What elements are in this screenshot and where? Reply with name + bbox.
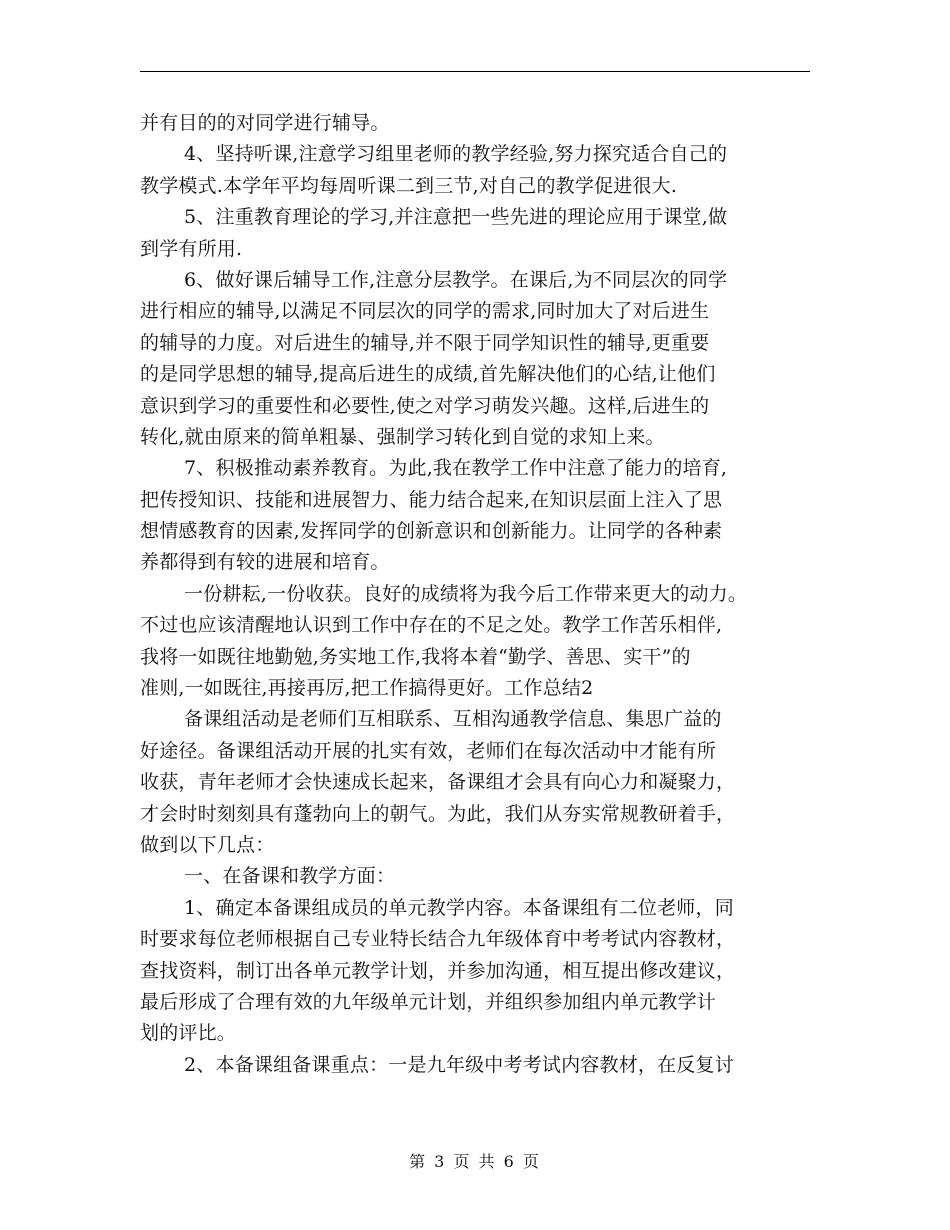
text-line: 的是同学思想的辅导,提高后进生的成绩,首先解决他们的心结,让他们 [140,363,716,386]
text-line: 6、做好课后辅导工作,注意分层教学。在课后,为不同层次的同学 [184,268,728,291]
text-line: 5、注重教育理论的学习,并注意把一些先进的理论应用于课堂,做 [184,206,728,229]
text-line: 不过也应该清醒地认识到工作中存在的不足之处。教学工作苦乐相伴, [140,614,723,637]
text-line: 好途径。备课组活动开展的扎实有效，老师们在每次活动中才能有所 [140,739,717,762]
text-line: 做到以下几点： [140,833,275,856]
text-line: 一份耕耘,一份收获。良好的成绩将为我今后工作带来更大的动力。 [184,582,748,605]
text-line: 养都得到有较的进展和培育。 [140,551,390,574]
text-line: 最后形成了合理有效的九年级单元计划，并组织参加组内单元教学计 [140,990,717,1013]
text-line: 转化,就由原来的简单粗暴、强制学习转化到自觉的求知上来。 [140,425,665,448]
text-line: 准则,一如既往,再接再厉,把工作搞得更好。工作总结2 [140,677,594,700]
text-line: 想情感教育的因素,发挥同学的创新意识和创新能力。让同学的各种素 [140,520,723,543]
text-line: 把传授知识、技能和进展智力、能力结合起来,在知识层面上注入了思 [140,488,723,511]
text-line: 1、确定本备课组成员的单元教学内容。本备课组有二位老师，同 [184,896,734,919]
text-line: 2、本备课组备课重点：一是九年级中考考试内容教材，在反复讨 [184,1053,734,1076]
text-line: 我将一如既往地勤勉,务实地工作,我将本着“勤学、善思、实干”的 [140,645,691,668]
text-line: 备课组活动是老师们互相联系、互相沟通教学信息、集思广益的 [184,708,722,731]
page-number-footer: 第 3 页 共 6 页 [409,1152,541,1171]
text-line: 7、积极推动素养教育。为此,我在教学工作中注意了能力的培育, [184,457,728,480]
body-text [140,108,820,1081]
text-line: 教学模式.本学年平均每周听课二到三节,对自己的教学促进很大. [140,174,678,197]
text-line: 4、坚持听课,注意学习组里老师的教学经验,努力探究适合自己的 [184,143,728,166]
text-line: 收获，青年老师才会快速成长起来，备课组才会具有向心力和凝聚力， [140,771,736,794]
header-rule [140,71,810,72]
text-line: 并有目的的对同学进行辅导。 [140,112,390,134]
text-line: 时要求每位老师根据自己专业特长结合九年级体育中考考试内容教材， [140,928,736,951]
text-line: 才会时时刻刻具有蓬勃向上的朝气。为此，我们从夯实常规教研着手， [140,802,736,825]
text-line: 一、在备课和教学方面： [184,865,396,888]
text-line: 进行相应的辅导,以满足不同层次的同学的需求,同时加大了对后进生 [140,300,710,323]
text-line: 划的评比。 [140,1022,237,1045]
text-line: 的辅导的力度。对后进生的辅导,并不限于同学知识性的辅导,更重要 [140,331,710,354]
text-line: 查找资料，制订出各单元教学计划，并参加沟通，相互提出修改建议， [140,959,736,982]
text-line: 到学有所用. [140,237,243,260]
text-line: 意识到学习的重要性和必要性,使之对学习萌发兴趣。这样,后进生的 [140,394,710,417]
